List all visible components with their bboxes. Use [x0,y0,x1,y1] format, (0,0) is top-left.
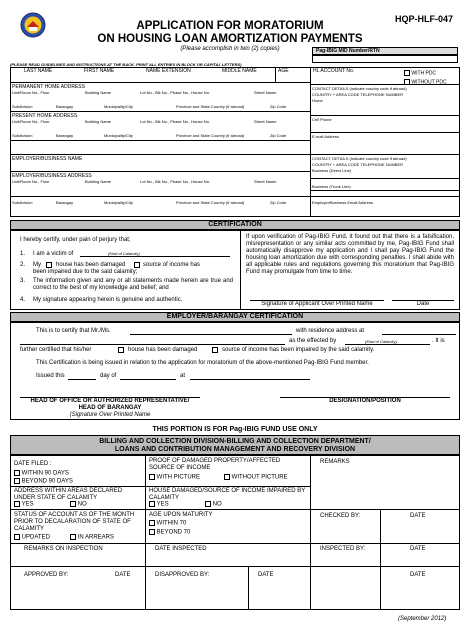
in-arrears-checkbox[interactable] [70,534,76,540]
instructions-text: (PLEASE READ GUIDELINES AND INSTRUCTIONS AT THE BACK. PRINT ALL ENTRIES IN BLOCK OR CAPITAL LETTERS) [10,62,242,67]
cert-item2-cont: been impaired due to the said calamity; [33,269,138,275]
income-impaired-checkbox[interactable] [134,262,140,268]
business-direct-field[interactable] [312,173,458,178]
perm-unit-label: Unit/Room No., Floor [12,90,50,95]
cert-item1-num: 1. [20,251,26,257]
middle-name-label: MIDDLE NAME [222,68,257,74]
with-pdc-checkbox[interactable] [404,70,410,76]
email-label: E-mail Address [312,134,339,139]
disapproved-by-label: DISAPPROVED BY: [155,572,210,578]
inspected-date-label: DATE [410,546,426,552]
designation-label: DESIGNATION/POSITION [329,398,401,404]
perm-city-label: Municipality/City [104,104,133,109]
checked-date-label: DATE [410,513,426,519]
employer-email-field[interactable] [312,206,458,216]
disapproved-date-label: DATE [258,572,274,578]
damage-no-option[interactable] [205,501,222,509]
perm-barangay-label: Barangay [56,104,74,109]
within-90-option[interactable] [14,470,69,478]
emp-barangay-label: Barangay [56,200,74,205]
without-picture-option[interactable] [224,474,288,482]
form-title-line2: ON HOUSING LOAN AMORTIZATION PAYMENTS [97,33,363,45]
address-no-text: NO [77,501,87,508]
pres-subdivision-label: Subdivision [12,133,33,138]
issued-place-field[interactable] [190,379,310,380]
perm-building-label: Building Name [85,90,112,95]
emp-cert-line2-itis: . It is [432,338,445,344]
emp-cert-line2a: as the effected by [289,338,337,344]
pagibig-logo [20,12,46,38]
without-picture-checkbox[interactable] [224,474,230,480]
updated-checkbox[interactable] [14,534,20,540]
cert-item2-source: source of income has [143,262,201,268]
address-no-option[interactable] [70,501,87,509]
emp-province-label: Province and State Country (if abroad) [176,200,245,205]
remarks-inspection-field[interactable] [12,554,143,565]
age-maturity-label: AGE UPON MATURITY [149,512,213,518]
with-picture-text: WITH PICTURE [156,474,201,481]
emp-cert-line3a: further certified that his/her [20,347,92,353]
cert-item1-hint: (Kind of Calamity) [108,251,140,256]
emp-house-damaged-checkbox[interactable] [118,347,124,353]
cert-item3-text: The information given and any or all statements made herein are true and correct to the best of my knowledge and belief; and [33,278,233,291]
updated-text: UPDATED [21,534,50,541]
with-pdc-option[interactable] [404,70,436,76]
in-arrears-option[interactable] [70,534,114,542]
issued-day-field[interactable] [68,379,96,380]
revision-date: (September 2012) [398,616,447,622]
approved-by-label: APPROVED BY: [24,572,69,578]
permanent-address-line1[interactable] [11,95,309,102]
day-of-label: day of [100,373,117,379]
pres-barangay-label: Barangay [56,133,74,138]
within-90-text: WITHIN 90 DAYS [21,470,69,477]
perm-street-label: Street Name [254,90,277,95]
cert-item3-num: 3. [20,278,26,284]
employer-address-line1[interactable] [11,184,309,195]
business-direct-label: Business (Direct Line) [312,168,352,173]
address-yes-option[interactable] [14,501,34,509]
perm-zip-label: Zip Code [270,104,287,109]
fund-use-heading: THIS PORTION IS FOR Pag-IBIG FUND USE ONLY [152,426,318,433]
emp-lot-label: Lot No., Blk No., Phase No., House No. [140,179,211,184]
emp-cert-line1b: with residence address at [296,328,365,334]
home-phone-field[interactable] [312,103,458,114]
applicant-signature-label: Signature of Applicant Over Printed Name [261,301,373,307]
first-name-label: FIRST NAME [84,68,115,74]
proof-damaged-label: PROOF OF DAMAGED PROPERTY/AFFECTED SOURCE OF INCOME [149,458,281,471]
damage-yes-option[interactable] [149,501,169,509]
country-area-code-label-2: COUNTRY + AREA CODE TELEPHONE NUMBER [312,162,404,167]
certification-heading: CERTIFICATION [10,220,460,230]
damage-yes-checkbox[interactable] [149,501,155,507]
without-pdc-text: WITHOUT PDC [411,79,447,86]
emp-cert-line3c: source of income has been impaired by the said calamity. [222,347,375,353]
address-yes-checkbox[interactable] [14,501,20,507]
cert-item2-num: 2. [20,262,26,268]
beyond-70-text: BEYOND 70 [156,529,191,536]
perm-province-label: Province and State Country (if abroad) [176,104,245,109]
address-within-label: ADDRESS WITHIN AREAS DECLARED UNDER STATE OF CALAMITY [14,488,123,501]
age-field[interactable] [276,74,310,82]
pres-lot-label: Lot No., Blk No., Phase No., House No. [140,119,211,124]
employer-email-label: Employer/Business Email Address [312,200,373,205]
remarks-field[interactable] [312,467,458,507]
member-name-field[interactable] [130,334,292,335]
employer-name-label: EMPLOYER/BUSINESS NAME [12,156,83,162]
applicant-date-label: Date [416,301,430,307]
residence-address-field[interactable] [382,334,456,335]
billing-band [10,435,460,455]
pres-street-label: Street Name [254,119,277,124]
form-subtitle: (Please accomplish in two (2) copies) [180,46,280,52]
form-title-line1: APPLICATION FOR MORATORIUM [136,20,324,32]
cert-item4-text: My signature appearing herein is genuine and authentic. [33,297,183,303]
pres-province-label: Province and State Country (if abroad) [176,133,245,138]
issued-label: Issued this [36,373,65,379]
remarks-inspection-label: REMARKS ON INSPECTION [24,546,103,552]
emp-cert-line1a: This is to certify that Mr./Ms. [36,328,111,334]
cert-intro: I hereby certify, under pain of perjury that; [20,237,131,243]
head-label-2: HEAD OF BARANGAY [78,405,142,411]
without-pdc-option[interactable] [404,79,447,85]
emp-cert-line4: This Certification is being issued in relation to the application for moratorium of the above-mentioned Pag-IBIG Fund member. [36,360,369,366]
head-label-1: HEAD OF OFFICE OR AUTHORIZED REPRESENTATIVE/ [30,398,190,404]
pres-zip-label: Zip Code [270,133,287,138]
damage-no-checkbox[interactable] [205,501,211,507]
address-no-checkbox[interactable] [70,501,76,507]
final-date-label: DATE [410,572,426,578]
without-picture-text: WITHOUT PICTURE [231,474,288,481]
beyond-90-text: BEYOND 90 DAYS [21,478,73,485]
with-picture-option[interactable] [149,474,200,482]
cert-item2-my: My [33,262,41,268]
cert-item4-num: 4. [20,297,26,303]
issued-month-field[interactable] [120,379,176,380]
emp-unit-label: Unit/Room No., Floor [12,179,50,184]
home-phone-label: Home [312,98,323,103]
emp-city-label: Municipality/City [104,200,133,205]
date-inspected-label: DATE INSPECTED [155,546,207,552]
within-90-checkbox[interactable] [14,470,20,476]
approved-date-label: DATE [115,572,131,578]
address-yes-text: YES [21,501,34,508]
form-code: HQP-HLF-047 [395,14,454,24]
house-damaged-label: HOUSE DAMAGED/SOURCE OF INCOME IMPAIRED BY CALAMITY [149,488,306,501]
status-account-label: STATUS OF ACCOUNT AS OF THE MONTH PRIOR TO DECALARATION OF STATE OF CALAMITY [14,512,135,532]
at-label: at [180,373,186,379]
employer-cert-heading: EMPLOYER/BARANGAY CERTIFICATION [10,312,460,322]
country-area-code-label-1: COUNTRY + AREA CODE TELEPHONE NUMBER [312,92,404,97]
billing-band-line1: BILLING AND COLLECTION DIVISION-BILLING AND COLLECTION DEPARTMENT/ [99,438,371,445]
calamity-kind-field[interactable] [80,256,230,257]
perm-subdivision-label: Subdivision [12,104,33,109]
damage-yes-text: YES [156,501,169,508]
date-filed-label: DATE FILED : [14,461,52,467]
cell-phone-label: Cell Phone [312,117,332,122]
last-name-label: LAST NAME [24,68,53,74]
within-70-text: WITHIN 70 [156,520,187,527]
within-70-checkbox[interactable] [149,520,155,526]
remarks-label: REMARKS [320,459,350,465]
in-arrears-text: IN ARREARS [77,534,115,541]
name-ext-label: NAME EXTENSION [146,68,191,74]
emp-zip-label: Zip Code [270,200,287,205]
age-label: AGE [278,68,289,74]
with-picture-checkbox[interactable] [149,474,155,480]
hl-account-field[interactable] [312,74,400,83]
beyond-90-checkbox[interactable] [14,478,20,484]
cert-disclaimer: If upon verification of Pag-IBIG Fund, it found out that there is a falsification, misrepresentation or any similar acts committed by me, Pag-IBIG Fund shall automatically disapprove my application and I shall pay Pag-IBIG Fund the housing loan amortization due with corresponding penalties. I shall abide with all applicable rules and regulations governing this moratorium that Pag-IBIG Fund may promulgate from time to time. [246,234,454,275]
emp-street-label: Street Name [254,179,277,184]
present-address-label: PRESENT HOME ADDRESS [12,113,78,119]
name-field[interactable] [11,74,275,82]
employer-address-label: EMPLOYER/BUSINESS ADDRESS [12,173,92,179]
permanent-address-label: PERMANENT HOME ADDRESS [12,84,85,90]
calamity-kind-field-2[interactable] [345,344,430,345]
cell-phone-field[interactable] [312,122,458,131]
damage-no-text: NO [212,501,222,508]
with-pdc-text: WITH PDC [411,70,437,77]
pres-city-label: Municipality/City [104,133,133,138]
cert-item2-house: house has been damaged [56,262,126,268]
house-damaged-checkbox[interactable] [46,262,52,268]
pres-unit-label: Unit/Room No., Floor [12,119,50,124]
mid-number-field[interactable] [312,55,458,63]
emp-income-impaired-checkbox[interactable] [212,347,218,353]
beyond-70-checkbox[interactable] [149,529,155,535]
contact-home-label: CONTACT DETAILS (indicate country code if abroad) [312,86,407,91]
business-trunk-label: Business (Trunk Line) [312,184,351,189]
beyond-90-option[interactable] [14,478,73,486]
perm-lot-label: Lot No., Blk No., Phase No., House No. [140,90,211,95]
beyond-70-option[interactable] [149,529,190,537]
pres-building-label: Building Name [85,119,112,124]
emp-cert-line2-hint: (Kind of Calamity) [365,339,397,344]
within-70-option[interactable] [149,520,186,528]
updated-option[interactable] [14,534,50,542]
emp-building-label: Building Name [85,179,112,184]
present-address-line1[interactable] [11,124,309,131]
mid-number-label: Pag-IBIG MID Number/RTN [312,47,458,55]
without-pdc-checkbox[interactable] [404,79,410,85]
email-field[interactable] [312,140,458,153]
contact-business-label: CONTACT DETAILS (indicate country code if abroad) [312,156,407,161]
cert-item1-text: I am a victim of [33,251,74,257]
emp-subdivision-label: Subdivision [12,200,33,205]
emp-cert-line3b: house has been damaged [128,347,198,353]
hl-account-label: HL ACCOUNT No. [313,68,355,74]
billing-band-line2: LOANS AND CONTRIBUTION MANAGEMENT AND RECOVERY DIVISION [114,446,356,453]
inspected-by-label: INSPECTED BY: [320,546,366,552]
checked-by-label: CHECKED BY: [320,513,361,519]
residence-address-field-2[interactable] [20,344,285,345]
head-label-3: (Signature Over Printed Name [69,412,151,418]
employer-name-field[interactable] [11,162,309,170]
